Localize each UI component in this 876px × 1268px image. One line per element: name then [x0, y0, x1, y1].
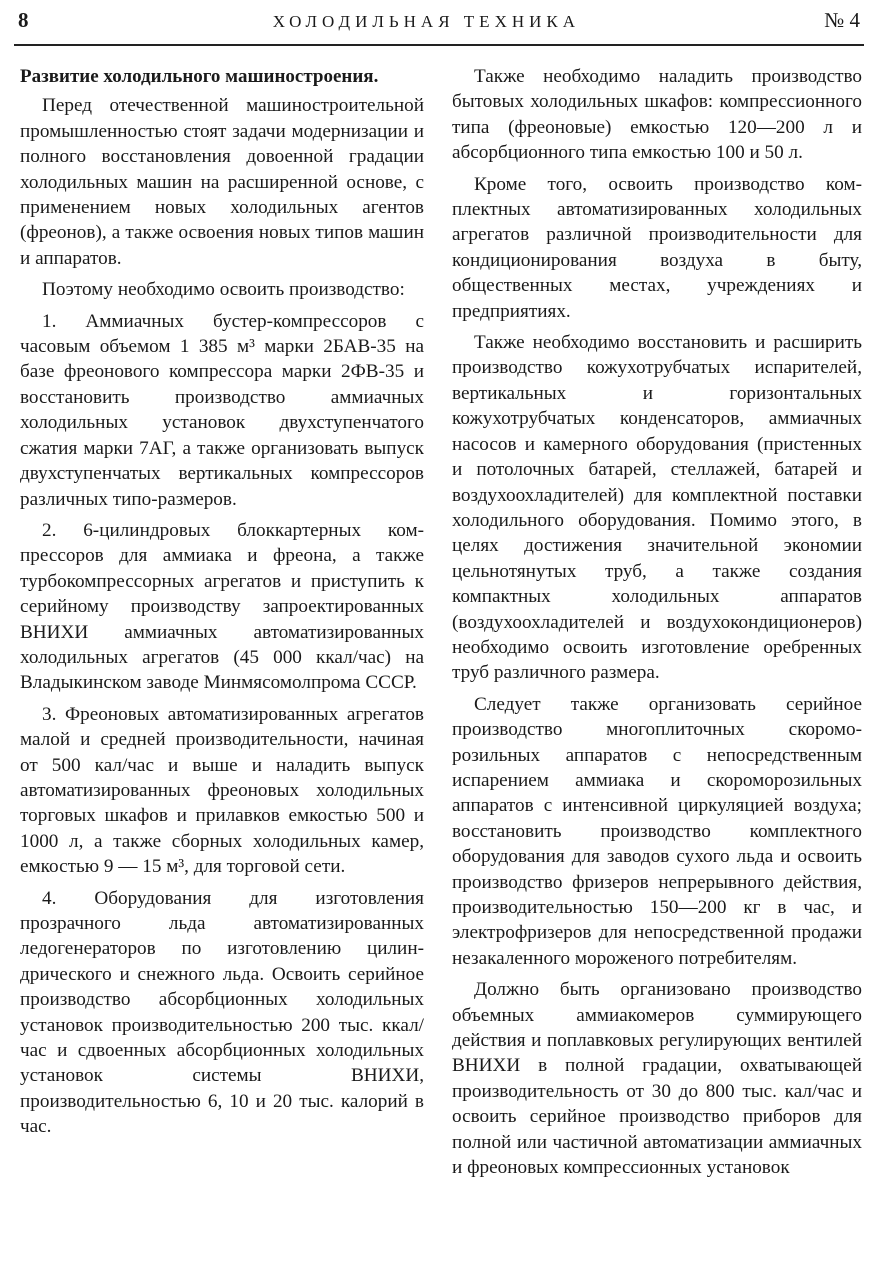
paragraph: Следует также организовать серийное производство многоплиточных скороморозильных аппаратов с непосредственным испарением аммиака и скороморозильных аппаратов с интенсивной циркуляцией воздуха; восстановить производство комплектного оборудования для заводов сухого льда и освоить производство фризеров непрерывного действия, производительностью 150—200 кг в час, и электрофризеров для непосредственной продажи незакаленного мороженого потребителям. — [452, 693, 862, 969]
issue-number: № 4 — [824, 8, 860, 32]
paragraph: Должно быть организовано производство объемных аммиакомеров суммирующего действия и поплавковых регулирующих вентилей ВНИХИ в полной градации, охватывающей производительность от 30 до 800 тыс. кал/час и освоить серийное производство приборов для полной или частичной автоматизации аммиачных и фреоновых компрессионных установок — [452, 979, 862, 1179]
paragraph: Кроме того, освоить производство комплектных автоматизированных холодильных агрегатов различной производительности для кондиционирования воздуха в быту, общественных местах, учреждениях и предприятиях. — [452, 173, 862, 322]
header-rule — [14, 44, 864, 46]
paragraph: Перед отечественной машиностроительной промышленностью стоят задачи модернизации и полного восстановления довоенной градации холодильных машин на расширенной основе, с применением новых холодильных агентов (фреонов), а также освоения новых типов машин и аппаратов. — [20, 95, 424, 269]
right-column — [452, 64, 862, 1186]
left-column — [20, 64, 424, 1146]
list-item-2: 2. 6-цилиндровых блоккартерных компрессоров для аммиака и фреона, а также турбокомпрессорных агрегатов и приступить к серийному производству запроектированных ВНИХИ аммиачных автоматизированных холодильных агрегатов (45 000 ккал/час) на Владыкинском заводе Минмясомолпрома СССР. — [20, 519, 424, 694]
paragraph: Поэтому необходимо освоить производство: — [42, 279, 405, 301]
page-header — [18, 8, 860, 36]
list-item-1: 1. Аммиачных бустер-компрессоров с часовым объемом 1 385 м³ марки 2БАВ-35 на базе фреонового компрессора марки 2ФВ-35 и восстановить производство аммиачных холодильных установок двухступенчатого сжатия марки 7АГ, а также организовать выпуск двухступенчатых вертикальных компрессоров различных типо-размеров. — [20, 310, 424, 510]
paragraph: Также необходимо восстановить и расширить производство кожухотрубчатых испарителей, вертикальных и горизонтальных кожухотрубчатых конденсаторов, аммиачных насосов и камерного оборудования (пристенных и потолочных батарей, стеллажей, батарей и воздухоохладителей) для комплектной поставки холодильного оборудования. Помимо этого, в целях достижения значительной экономии цельнотянутых труб, а также создания компактных холодильных аппаратов (воздухоохладителей и воздухокондиционеров) необходимо освоить изготовление оребренных труб различного размера. — [452, 332, 862, 684]
page-number: 8 — [18, 8, 29, 32]
journal-title: ХОЛОДИЛЬНАЯ ТЕХНИКА — [272, 12, 581, 31]
list-item-4: 4. Оборудования для изготовления прозрачного льда автоматизированных ледогенераторов по изготовлению цилиндрического и снежного льда. Освоить серийное производство абсорбционных холодильных установок производительностью 200 тыс. ккал/час и сдвоенных абсорбционных холодильных установок системы ВНИХИ, производительностью 6, 10 и 20 тыс. калорий в час. — [20, 887, 424, 1138]
section-heading: Развитие холодильного машиностроения. — [20, 66, 379, 87]
list-item-3: 3. Фреоновых автоматизированных агрегатов малой и средней производительности, начиная от 500 кал/час и выше и наладить выпуск автоматизированных фреоновых холодильных торговых шкафов и прилавков емкостью 500 и 1000 л, а также сборных холодильных камер, емкостью 9 — 15 м³, для торговой сети. — [20, 703, 424, 878]
paragraph: Также необходимо наладить производство бытовых холодильных шкафов: компрессионного типа (фреоновые) емкостью 120—200 л и абсорбционного типа емкостью 100 и 50 л. — [452, 66, 862, 164]
